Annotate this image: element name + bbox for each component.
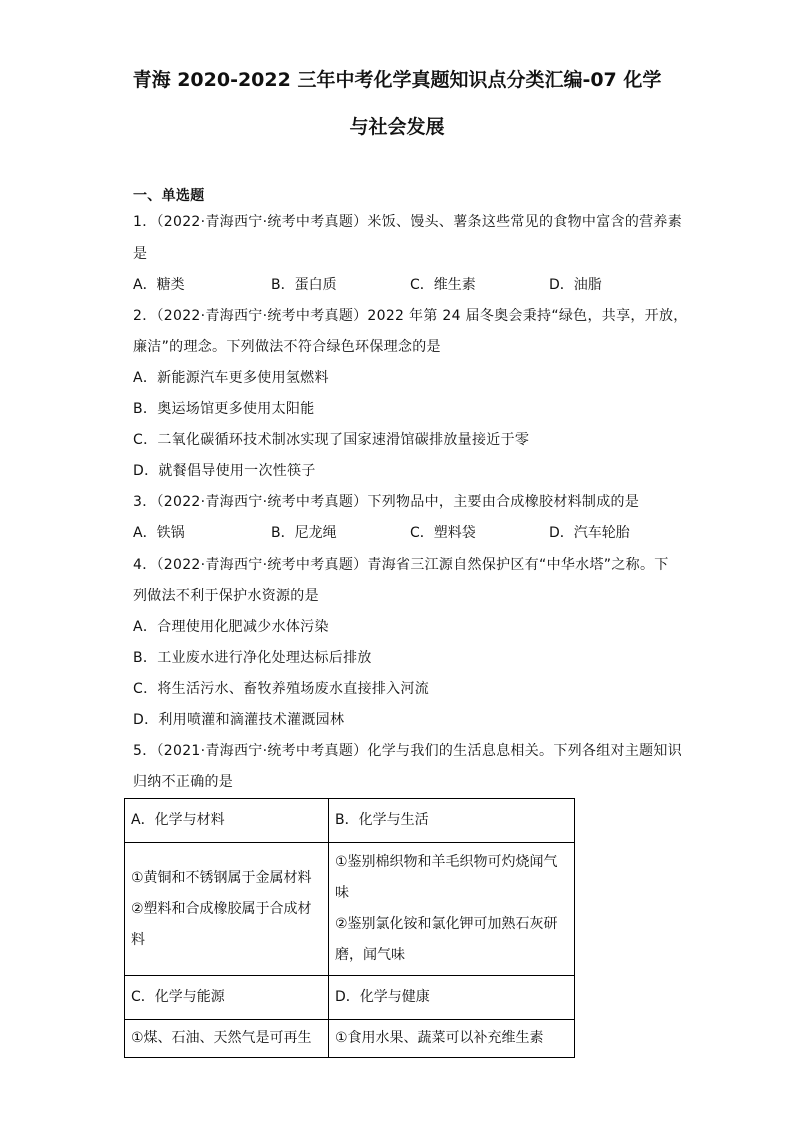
table-cell-b-heading: B．化学与生活 xyxy=(329,799,575,843)
table-cell-text: ①黄铜和不锈钢属于金属材料 xyxy=(131,869,312,886)
question-5-stem-line-2: 归纳不正确的是 xyxy=(133,774,234,790)
question-1-option-a: A．糖类 xyxy=(133,277,185,293)
question-1-stem-line-1: 1．（2022·青海西宁·统考中考真题）米饭、馒头、薯条这些常见的食物中富含的营养素 xyxy=(133,214,683,230)
question-1-option-d: D．油脂 xyxy=(549,277,602,293)
table-cell-text: 味 xyxy=(335,885,349,901)
table-cell-text: ②塑料和合成橡胶属于合成材 xyxy=(131,900,312,917)
question-1-option-c: C．维生素 xyxy=(410,277,476,293)
question-3-option-c: C．塑料袋 xyxy=(410,525,476,541)
question-5-stem-line-1: 5．（2021·青海西宁·统考中考真题）化学与我们的生活息息相关。下列各组对主题知识 xyxy=(133,743,683,759)
table-cell-d-heading: D．化学与健康 xyxy=(329,976,575,1020)
question-3-stem: 3．（2022·青海西宁·统考中考真题）下列物品中，主要由合成橡胶材料制成的是 xyxy=(133,494,640,510)
table-row xyxy=(125,843,575,976)
question-3-option-d: D．汽车轮胎 xyxy=(549,525,630,541)
question-2-option-a: A．新能源汽车更多使用氢燃料 xyxy=(133,370,329,386)
question-2-stem-line-2: 廉洁”的理念。下列做法不符合绿色环保理念的是 xyxy=(133,339,441,355)
table-row xyxy=(125,976,575,1020)
document-title-line-2: 与社会发展 xyxy=(349,116,445,138)
question-2-option-b: B．奥运场馆更多使用太阳能 xyxy=(133,401,315,417)
question-2-stem-line-1: 2．（2022·青海西宁·统考中考真题）2022 年第 24 届冬奥会秉持“绿色，共享，开放， xyxy=(133,308,688,324)
question-1-option-b: B．蛋白质 xyxy=(271,277,337,293)
table-cell-b-body xyxy=(329,843,575,976)
question-2-option-c: C．二氧化碳循环技术制冰实现了国家速滑馆碳排放量接近于零 xyxy=(133,432,530,448)
question-4-stem-line-1: 4．（2022·青海西宁·统考中考真题）青海省三江源自然保护区有“中华水塔”之称。下 xyxy=(133,557,669,573)
table-cell-text: ①鉴别棉织物和羊毛织物可灼烧闻气 xyxy=(335,854,558,870)
table-row xyxy=(125,799,575,843)
section-heading: 一、单选题 xyxy=(133,188,205,204)
question-4-option-a: A．合理使用化肥减少水体污染 xyxy=(133,619,329,635)
document-title-line-1: 青海 2020-2022 三年中考化学真题知识点分类汇编-07 化学 xyxy=(132,69,662,91)
table-cell-text: 料 xyxy=(131,931,145,948)
question-4-option-d: D．利用喷灌和滴灌技术灌溉园林 xyxy=(133,712,345,728)
table-cell-a-body xyxy=(125,843,329,976)
table-row xyxy=(125,1020,575,1058)
question-2-option-d: D．就餐倡导使用一次性筷子 xyxy=(133,463,316,479)
question-1-stem-line-2: 是 xyxy=(133,246,148,262)
question-3-option-a: A．铁锅 xyxy=(133,525,185,541)
knowledge-summary-table xyxy=(124,798,575,1058)
table-cell-text: 磨，闻气味 xyxy=(335,947,405,963)
table-cell-a-heading: A．化学与材料 xyxy=(125,799,329,843)
question-4-stem-line-2: 列做法不利于保护水资源的是 xyxy=(133,588,319,604)
table-cell-d-body: ①食用水果、蔬菜可以补充维生素 xyxy=(329,1020,575,1058)
question-4-option-c: C．将生活污水、畜牧养殖场废水直接排入河流 xyxy=(133,681,430,697)
table-cell-c-heading: C．化学与能源 xyxy=(125,976,329,1020)
table-cell-c-body: ①煤、石油、天然气是可再生 xyxy=(125,1020,329,1058)
question-3-option-b: B．尼龙绳 xyxy=(271,525,337,541)
table-cell-text: ②鉴别氯化铵和氯化钾可加熟石灰研 xyxy=(335,916,558,932)
question-4-option-b: B．工业废水进行净化处理达标后排放 xyxy=(133,650,372,666)
